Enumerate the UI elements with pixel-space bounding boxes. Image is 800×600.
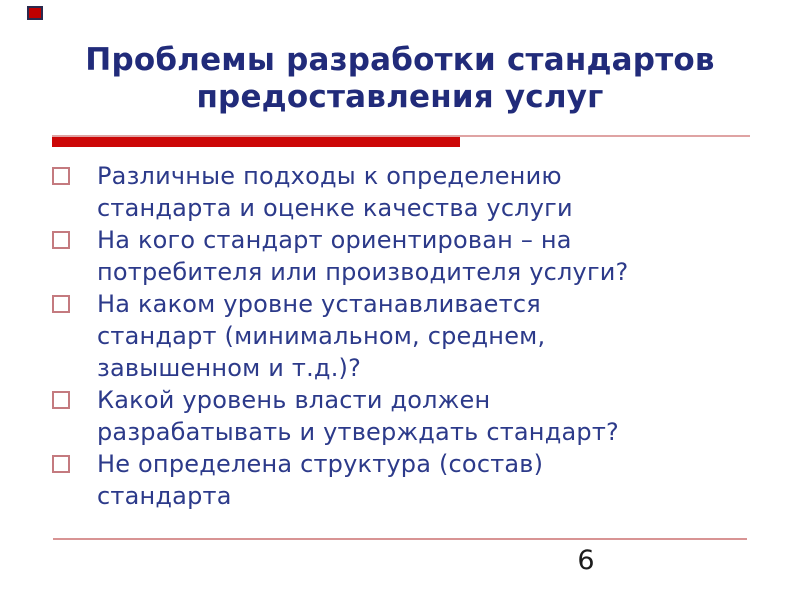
bullet-item xyxy=(52,224,732,288)
bullet-text-line: На кого стандарт ориентирован – на xyxy=(97,226,572,254)
bullet-text-line: разрабатывать и утверждать стандарт? xyxy=(97,418,619,446)
slide-title xyxy=(0,42,800,116)
bullet-text xyxy=(97,288,545,384)
hollow-square-icon xyxy=(52,295,70,313)
title-underline-accent-bar xyxy=(52,137,460,147)
red-square-icon xyxy=(27,6,43,20)
bullet-text-line: Какой уровень власти должен xyxy=(97,386,491,414)
bullet-text-line: Различные подходы к определению xyxy=(97,162,562,190)
bullet-item xyxy=(52,384,732,448)
slide-title-line-1: Проблемы разработки стандартов xyxy=(85,42,715,78)
footer-divider-line xyxy=(53,538,747,540)
bullet-text-line: стандарта xyxy=(97,482,232,510)
bullet-text-line: стандарт (минимальном, среднем, xyxy=(97,322,546,350)
bullet-list xyxy=(52,160,732,512)
bullet-item xyxy=(52,448,732,512)
bullet-text-line: завышенном и т.д.)? xyxy=(97,354,362,382)
page-number: 6 xyxy=(577,545,595,576)
hollow-square-icon xyxy=(52,231,70,249)
bullet-text xyxy=(97,160,573,224)
bullet-text xyxy=(97,448,543,512)
bullet-text-line: стандарта и оценке качества услуги xyxy=(97,194,573,222)
bullet-text xyxy=(97,224,629,288)
bullet-item xyxy=(52,160,732,224)
bullet-text-line: Не определена структура (состав) xyxy=(97,450,544,478)
hollow-square-icon xyxy=(52,167,70,185)
bullet-text-line: потребителя или производителя услуги? xyxy=(97,258,629,286)
bullet-item xyxy=(52,288,732,384)
hollow-square-icon xyxy=(52,391,70,409)
hollow-square-icon xyxy=(52,455,70,473)
bullet-text-line: На каком уровне устанавливается xyxy=(97,290,541,318)
bullet-text xyxy=(97,384,619,448)
slide-title-line-2: предоставления услуг xyxy=(196,79,604,115)
